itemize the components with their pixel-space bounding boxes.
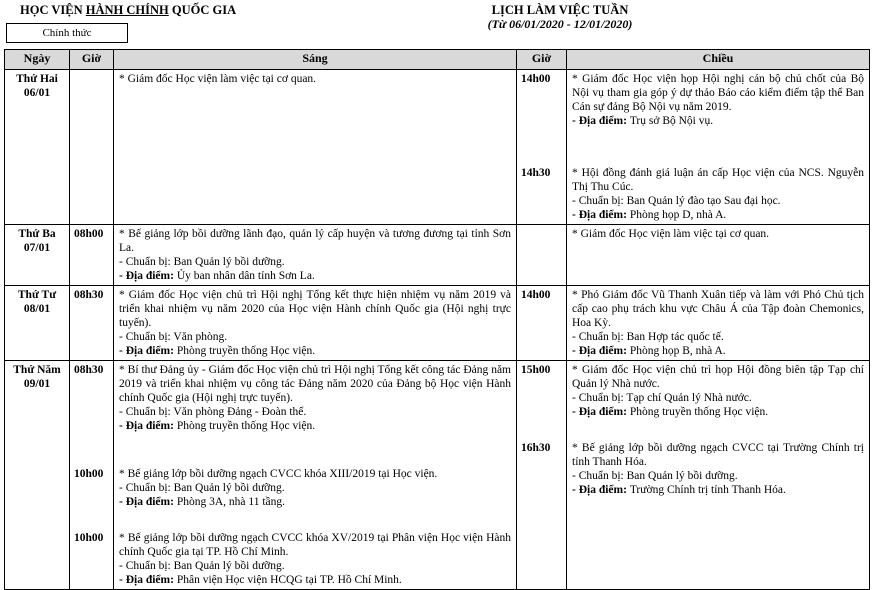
prep-label: - Chuẩn bị: [119, 256, 174, 268]
place-label: - Địa điểm: [572, 406, 630, 418]
place-label: - Địa điểm: [572, 115, 630, 127]
day-name: Thứ Năm [13, 364, 61, 376]
event-place [119, 419, 511, 433]
morning-cell [114, 286, 517, 361]
event-entry [572, 227, 864, 241]
day-name: Thứ Ba [18, 228, 56, 240]
morning-cell [114, 361, 517, 590]
day-cell [5, 361, 70, 590]
event-time: 14h30 [521, 167, 551, 179]
day-date: 07/01 [23, 242, 51, 254]
day-name: Thứ Hai [16, 73, 58, 85]
event-time: 08h30 [74, 289, 104, 301]
event-time: 08h00 [74, 228, 104, 240]
place-label: - Địa điểm: [119, 270, 177, 282]
title-text: LỊCH LÀM VIỆC TUẦN [491, 3, 629, 17]
place-value: Phòng họp D, nhà A. [629, 209, 727, 221]
afternoon-time-cell [517, 70, 567, 225]
prep-value: Ban Quản lý bồi dưỡng. [173, 256, 285, 268]
event-description: * Giám đốc Học viện chủ trì Hội nghị Tổng kết thực hiện nhiệm vụ năm 2019 và triển khai nhiệm vụ năm 2020 của Học viện Hành chính Quốc gia (Hội nghị trực tuyến). [119, 289, 511, 329]
morning-time-cell [70, 225, 114, 286]
event-place [119, 344, 511, 358]
event-description: * Bế giảng lớp bồi dưỡng ngạch CVCC khóa XIII/2019 tại Học viện. [119, 468, 438, 480]
prep-label: - Chuẩn bị: [572, 470, 627, 482]
place-value: Phòng truyền thống Học viện. [176, 420, 316, 432]
event-entry [119, 467, 511, 509]
event-description: * Giám đốc Học viện làm việc tại cơ quan. [119, 73, 317, 85]
col-morning: Sáng [114, 50, 517, 70]
afternoon-time-cell [517, 286, 567, 361]
event-description: * Bế giảng lớp bồi dưỡng ngạch CVCC tại Trường Chính trị tỉnh Thanh Hóa. [572, 442, 864, 468]
place-label: - Địa điểm: [572, 345, 630, 357]
event-place [572, 405, 864, 419]
place-label: - Địa điểm: [572, 484, 630, 496]
event-description: * Giám đốc Học viện làm việc tại cơ quan. [572, 228, 770, 240]
event-prep [119, 559, 511, 573]
prep-label: - Chuẩn bị: [119, 482, 174, 494]
afternoon-time-cell [517, 225, 567, 286]
afternoon-time-cell [517, 361, 567, 590]
organization-name: HỌC VIỆN HÀNH CHÍNH QUỐC GIA [20, 3, 237, 17]
event-entry [572, 363, 864, 419]
prep-label: - Chuẩn bị: [119, 331, 174, 343]
prep-label: - Chuẩn bị: [572, 331, 627, 343]
prep-label: - Chuẩn bị: [119, 406, 174, 418]
morning-cell [114, 70, 517, 225]
place-value: Trường Chính trị tỉnh Thanh Hóa. [629, 484, 786, 496]
event-prep [572, 469, 864, 483]
event-description: * Phó Giám đốc Vũ Thanh Xuân tiếp và làm với Phó Chủ tịch cấp cao phụ trách khu vực Châu Á của Tập đoàn Chemonics, Hoa Kỳ. [572, 289, 864, 329]
afternoon-cell [567, 225, 870, 286]
place-value: Phòng truyền thống Học viện. [176, 345, 316, 357]
afternoon-cell [567, 361, 870, 590]
event-place [119, 269, 511, 283]
event-entry [572, 166, 864, 222]
prep-label: - Chuẩn bị: [119, 560, 174, 572]
event-place [119, 495, 511, 509]
event-entry [119, 288, 511, 358]
event-entry [119, 227, 511, 283]
prep-value: Văn phòng. [173, 331, 228, 343]
event-time: 14h00 [521, 289, 551, 301]
morning-time-cell [70, 361, 114, 590]
prep-value: Tạp chí Quản lý Nhà nước. [626, 392, 752, 404]
place-value: Phòng họp B, nhà A. [629, 345, 726, 357]
event-time: 08h30 [74, 364, 104, 376]
col-afternoon: Chiều [567, 50, 870, 70]
event-prep [119, 255, 511, 269]
afternoon-cell [567, 70, 870, 225]
event-description: * Hội đồng đánh giá luận án cấp Học viện của NCS. Nguyễn Thị Thu Cúc. [572, 167, 864, 193]
prep-value: Ban Quản lý bồi dưỡng. [173, 560, 285, 572]
col-time-pm: Giờ [517, 50, 567, 70]
prep-value: Văn phòng Đảng - Đoàn thể. [173, 406, 307, 418]
event-description: * Bế giảng lớp bồi dưỡng lãnh đạo, quản lý cấp huyện và tương đương tại tỉnh Sơn La. [119, 228, 511, 254]
event-description: * Bế giảng lớp bồi dưỡng ngạch CVCC khóa XV/2019 tại Phân viện Học viện Hành chính Quốc gia tại TP. Hồ Chí Minh. [119, 532, 511, 558]
event-description: * Giám đốc Học viện chủ trì họp Hội đồng biên tập Tạp chí Quản lý Nhà nước. [572, 364, 864, 390]
event-prep [572, 330, 864, 344]
schedule-table [4, 49, 870, 590]
morning-time-cell [70, 70, 114, 225]
table-row [5, 361, 870, 590]
event-prep [572, 194, 864, 208]
morning-cell [114, 225, 517, 286]
event-time [70, 70, 113, 74]
event-time: 16h30 [521, 442, 551, 454]
prep-label: - Chuẩn bị: [572, 195, 627, 207]
event-entry [572, 441, 864, 497]
prep-value: Ban Hợp tác quốc tế. [626, 331, 724, 343]
event-entry [572, 288, 864, 358]
morning-time-cell [70, 286, 114, 361]
event-description: * Giám đốc Học viện họp Hội nghị cán bộ chủ chốt của Bộ Nội vụ tham gia góp ý dự thảo Báo cáo kiểm điểm tập thể Ban Cán sự đảng Bộ Nội vụ năm 2019. [572, 73, 864, 113]
place-value: Phân viện Học viện HCQG tại TP. Hồ Chí Minh. [176, 574, 402, 586]
event-prep [119, 405, 511, 419]
event-entry [119, 363, 511, 433]
place-label: - Địa điểm: [119, 420, 177, 432]
status-badge: Chính thức [6, 23, 128, 43]
event-time: 15h00 [521, 364, 551, 376]
event-time [517, 225, 566, 229]
day-name: Thứ Tư [17, 289, 57, 301]
afternoon-cell [567, 286, 870, 361]
event-time: 10h00 [74, 468, 104, 480]
event-time: 10h00 [74, 532, 104, 544]
day-date: 08/01 [23, 303, 51, 315]
event-prep [119, 481, 511, 495]
table-header-row [5, 50, 870, 70]
col-time-am: Giờ [70, 50, 114, 70]
day-cell [5, 225, 70, 286]
event-place [572, 114, 864, 128]
col-day: Ngày [5, 50, 70, 70]
place-label: - Địa điểm: [119, 496, 177, 508]
event-entry [119, 72, 511, 86]
day-cell [5, 70, 70, 225]
place-label: - Địa điểm: [119, 345, 177, 357]
schedule-title [470, 3, 650, 31]
table-row [5, 286, 870, 361]
place-value: Ủy ban nhân dân tỉnh Sơn La. [176, 270, 315, 282]
date-range: (Từ 06/01/2020 - 12/01/2020) [487, 17, 633, 31]
event-place [119, 573, 511, 587]
event-place [572, 483, 864, 497]
event-entry [572, 72, 864, 128]
prep-value: Ban Quản lý bồi dưỡng. [173, 482, 285, 494]
table-row [5, 225, 870, 286]
day-date: 09/01 [23, 378, 51, 390]
event-time: 14h00 [521, 73, 551, 85]
prep-value: Ban Quản lý đào tạo Sau đại học. [626, 195, 781, 207]
day-date: 06/01 [23, 87, 51, 99]
prep-value: Ban Quản lý bồi dưỡng. [626, 470, 738, 482]
event-place [572, 344, 864, 358]
place-value: Phòng 3A, nhà 11 tầng. [176, 496, 285, 508]
place-value: Phòng truyền thống Học viện. [629, 406, 769, 418]
place-label: - Địa điểm: [572, 209, 630, 221]
event-place [572, 208, 864, 222]
place-label: - Địa điểm: [119, 574, 177, 586]
day-cell [5, 286, 70, 361]
table-row [5, 70, 870, 225]
event-prep [119, 330, 511, 344]
event-description: * Bí thư Đảng ủy - Giám đốc Học viện chủ trì Hội nghị Tổng kết công tác Đảng năm 2019 và triển khai nhiệm vụ công tác Đảng năm 2020 của Đảng bộ Học viện Hành chính Quốc gia (Hội nghị trực tuyến). [119, 364, 511, 404]
event-prep [572, 391, 864, 405]
prep-label: - Chuẩn bị: [572, 392, 627, 404]
place-value: Trụ sở Bộ Nội vụ. [629, 115, 714, 127]
